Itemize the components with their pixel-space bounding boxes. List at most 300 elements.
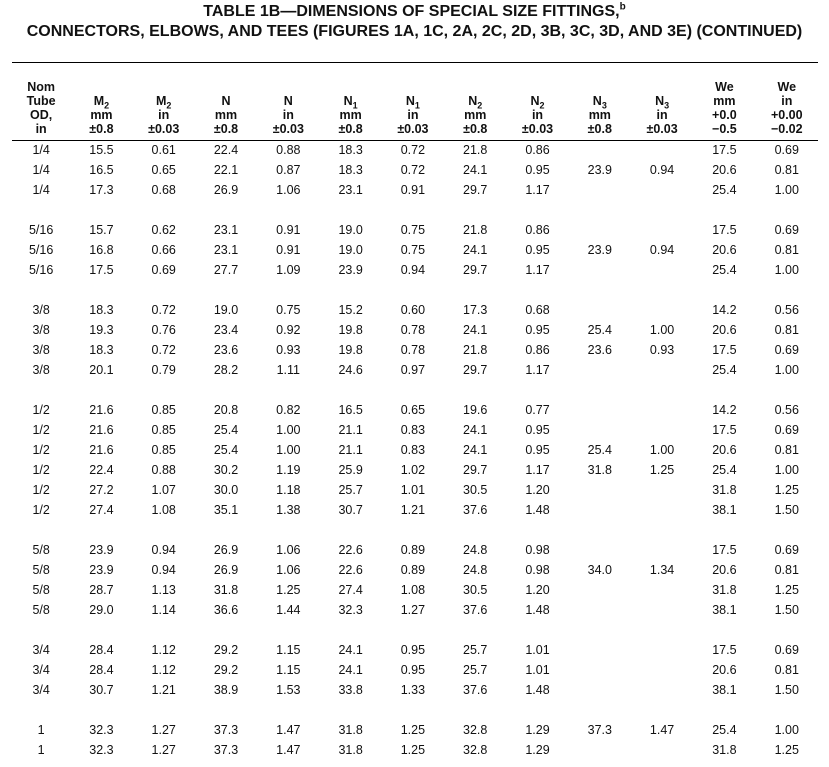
dimension-cell: 17.5 xyxy=(712,543,737,557)
nom-tube-od-cell: 5/16 xyxy=(28,223,54,237)
column-header-line: in xyxy=(158,108,170,122)
dimension-cell: 0.86 xyxy=(525,223,550,237)
table-row xyxy=(12,580,818,600)
dimension-cell: 31.8 xyxy=(213,583,239,597)
dimension-cell: 27.4 xyxy=(89,503,114,517)
nom-tube-od-cell: 5/8 xyxy=(32,583,50,597)
dimension-cell: 25.4 xyxy=(587,323,612,337)
column-header-2 xyxy=(133,66,195,140)
dimension-cell: 0.95 xyxy=(525,423,550,437)
dimension-cell: 24.1 xyxy=(338,663,363,677)
column-header-symbol: We xyxy=(777,80,797,94)
dimension-cell: 38.1 xyxy=(712,603,737,617)
dimension-cell: 37.6 xyxy=(463,603,488,617)
dimension-cell: 24.1 xyxy=(338,643,363,657)
column-header-line: in xyxy=(781,94,793,108)
dimension-cell: 24.8 xyxy=(463,563,488,577)
dimension-cell: 30.0 xyxy=(213,483,239,497)
dimension-cell: 30.2 xyxy=(213,463,239,477)
title-line-2: CONNECTORS, ELBOWS, AND TEES (FIGURES 1A, 1C, 2A, 2C, 2D, 3B, 3C, 3D, AND 3E) (CONTINUED) xyxy=(26,23,803,40)
column-header-line: +0.0 xyxy=(712,108,737,122)
table-row xyxy=(12,360,818,380)
dimension-cell: 0.95 xyxy=(525,443,550,457)
dimension-cell: 0.72 xyxy=(151,303,176,317)
dimension-cell: 22.4 xyxy=(89,463,114,477)
dimension-cell: 1.53 xyxy=(276,683,301,697)
table-row xyxy=(12,140,818,160)
dimension-cell: 0.65 xyxy=(151,163,176,177)
dimension-cell xyxy=(569,680,631,700)
dimension-cell: 31.8 xyxy=(587,463,612,477)
dimension-cell: 23.9 xyxy=(89,563,114,577)
dimension-cell: 1.20 xyxy=(525,583,550,597)
dimension-cell: 21.1 xyxy=(338,443,363,457)
table-row xyxy=(12,300,818,320)
nom-tube-od-cell: 1/2 xyxy=(32,423,50,437)
dimension-cell: 38.1 xyxy=(712,683,737,697)
dimension-cell: 19.0 xyxy=(338,223,363,237)
column-header-line: ±0.8 xyxy=(463,122,488,136)
dimension-cell: 1.47 xyxy=(276,723,301,737)
dimension-cell xyxy=(631,140,693,160)
dimension-cell: 1.50 xyxy=(774,603,799,617)
group-spacer xyxy=(12,280,818,300)
column-header-symbol: $N_2$ xyxy=(530,94,545,111)
dimension-cell: 23.9 xyxy=(89,543,114,557)
column-header-line: mm xyxy=(713,94,736,108)
dimension-cell: 17.5 xyxy=(89,263,114,277)
table-row xyxy=(12,660,818,680)
dimension-cell: 22.4 xyxy=(213,143,239,157)
column-header-symbol: N xyxy=(283,94,293,108)
dimension-cell: 37.6 xyxy=(463,503,488,517)
dimension-cell: 1.00 xyxy=(276,443,301,457)
dimension-cell: 0.98 xyxy=(525,543,550,557)
dimension-cell: 1.27 xyxy=(400,603,426,617)
nom-tube-od-cell: 3/8 xyxy=(32,343,50,357)
dimension-cell: 1.48 xyxy=(525,683,550,697)
dimension-cell: 1.47 xyxy=(276,743,301,757)
dimension-cell xyxy=(569,220,631,240)
column-header-line: mm xyxy=(339,108,362,122)
table-row xyxy=(12,560,818,580)
dimension-cell: 0.92 xyxy=(276,323,301,337)
dimension-cell xyxy=(631,580,693,600)
dimension-cell: 37.3 xyxy=(213,743,239,757)
dimension-cell: 0.81 xyxy=(774,443,799,457)
dimension-cell: 1.21 xyxy=(151,683,176,697)
dimension-cell: 0.68 xyxy=(525,303,550,317)
dimension-cell: 1.15 xyxy=(276,663,301,677)
dimension-cell: 0.72 xyxy=(400,143,426,157)
dimension-cell: 1.48 xyxy=(525,603,550,617)
dimension-cell: 38.9 xyxy=(213,683,239,697)
dimension-cell: 1.09 xyxy=(276,263,301,277)
dimension-cell: 15.5 xyxy=(89,143,114,157)
dimension-cell: 31.8 xyxy=(712,743,737,757)
nom-tube-od-cell: 1/4 xyxy=(32,163,50,177)
nom-tube-od-cell: 3/8 xyxy=(32,303,50,317)
column-header-line: ±0.8 xyxy=(587,122,612,136)
dimension-cell: 1.00 xyxy=(774,463,799,477)
dimension-cell xyxy=(569,360,631,380)
dimension-cell: 1.06 xyxy=(276,563,301,577)
dimension-cell: 1.21 xyxy=(400,503,426,517)
table-body xyxy=(12,140,818,760)
column-header-line: mm xyxy=(588,108,611,122)
nom-tube-od-cell: 5/8 xyxy=(32,603,50,617)
dimension-cell: 0.81 xyxy=(774,663,799,677)
dimension-cell: 0.91 xyxy=(400,183,426,197)
dimension-cell xyxy=(569,580,631,600)
dimension-cell xyxy=(569,640,631,660)
nom-tube-od-cell: 1 xyxy=(37,743,45,757)
dimension-cell: 24.6 xyxy=(338,363,363,377)
dimension-cell: 0.85 xyxy=(151,443,176,457)
table-row xyxy=(12,600,818,620)
table-row xyxy=(12,680,818,700)
dimension-cell: 1.38 xyxy=(276,503,301,517)
dimension-cell: 1.29 xyxy=(525,743,550,757)
column-header-4 xyxy=(257,66,319,140)
nom-tube-od-cell: 1/4 xyxy=(32,183,50,197)
group-spacer xyxy=(12,520,818,540)
dimension-cell xyxy=(569,660,631,680)
dimension-cell: 1.44 xyxy=(276,603,301,617)
column-header-line: ±0.8 xyxy=(213,122,239,136)
dimension-cell xyxy=(631,480,693,500)
dimension-cell: 36.6 xyxy=(213,603,239,617)
dimension-cell: 1.12 xyxy=(151,663,176,677)
dimension-cell xyxy=(569,540,631,560)
dimension-cell: 29.2 xyxy=(213,643,239,657)
dimension-cell: 29.2 xyxy=(213,663,239,677)
dimension-cell: 25.9 xyxy=(338,463,363,477)
dimension-cell: 0.75 xyxy=(276,303,301,317)
dimension-cell xyxy=(569,180,631,200)
dimension-cell: 1.00 xyxy=(649,323,675,337)
dimension-cell: 0.91 xyxy=(276,223,301,237)
dimension-cell: 32.3 xyxy=(338,603,363,617)
dimension-cell: 24.1 xyxy=(463,243,488,257)
column-header-line: mm xyxy=(464,108,487,122)
dimension-cell: 1.17 xyxy=(525,463,550,477)
table-row xyxy=(12,160,818,180)
dimension-cell: 1.48 xyxy=(525,503,550,517)
dimension-cell: 17.5 xyxy=(712,223,737,237)
dimension-cell: 29.7 xyxy=(463,183,488,197)
dimension-cell: 1.00 xyxy=(774,363,799,377)
dimension-cell xyxy=(631,180,693,200)
dimension-cell: 1.06 xyxy=(276,543,301,557)
dimension-cell: 29.0 xyxy=(89,603,114,617)
dimension-cell: 20.6 xyxy=(712,323,737,337)
dimension-cell: 0.95 xyxy=(400,663,426,677)
dimension-cell: 0.89 xyxy=(400,563,426,577)
dimension-cell: 21.6 xyxy=(89,443,114,457)
dimension-cell xyxy=(569,300,631,320)
dimension-cell: 1.25 xyxy=(276,583,301,597)
dimension-cell: 1.00 xyxy=(774,723,799,737)
table-title xyxy=(0,2,829,42)
column-header-11 xyxy=(693,66,755,140)
dimension-cell: 1.17 xyxy=(525,363,550,377)
dimension-cell: 28.2 xyxy=(213,363,239,377)
column-header-7 xyxy=(444,66,506,140)
dimension-cell: 23.1 xyxy=(213,223,239,237)
nom-tube-od-cell: 1/4 xyxy=(32,143,50,157)
dimension-cell: 0.93 xyxy=(276,343,301,357)
dimension-cell xyxy=(631,660,693,680)
dimension-cell: 1.02 xyxy=(400,463,426,477)
dimension-cell: 17.5 xyxy=(712,343,737,357)
dimension-cell: 38.1 xyxy=(712,503,737,517)
dimension-cell: 21.8 xyxy=(463,143,488,157)
dimension-cell: 19.8 xyxy=(338,323,363,337)
dimension-cell: 30.5 xyxy=(463,483,488,497)
group-spacer xyxy=(12,700,818,720)
table-row xyxy=(12,320,818,340)
dimension-cell: 0.82 xyxy=(276,403,301,417)
dimension-cell: 1.14 xyxy=(151,603,176,617)
dimension-cell: 0.88 xyxy=(151,463,176,477)
column-header-line: Nom xyxy=(27,80,56,94)
column-header-symbol: $N_1$ xyxy=(343,94,358,111)
dimension-cell xyxy=(569,600,631,620)
column-header-line: −0.5 xyxy=(712,122,737,136)
dimension-cell: 1.50 xyxy=(774,683,799,697)
dimension-cell: 1.01 xyxy=(525,663,550,677)
dimension-cell: 25.4 xyxy=(712,183,737,197)
column-header-1 xyxy=(70,66,132,140)
dimension-cell: 37.3 xyxy=(213,723,239,737)
dimension-cell: 31.8 xyxy=(712,583,737,597)
dimension-cell: 1.00 xyxy=(649,443,675,457)
dimension-cell: 1.07 xyxy=(151,483,176,497)
dimension-cell: 0.61 xyxy=(151,143,176,157)
dimension-cell: 16.5 xyxy=(89,163,114,177)
dimension-cell: 18.3 xyxy=(89,343,114,357)
dimension-cell: 25.4 xyxy=(712,463,737,477)
title-line-1: TABLE 1B—DIMENSIONS OF SPECIAL SIZE FITTINGS, xyxy=(203,3,620,20)
dimension-cell: 23.1 xyxy=(213,243,239,257)
dimension-cell: 25.7 xyxy=(338,483,363,497)
dimension-cell: 23.9 xyxy=(587,243,612,257)
column-header-line: ±0.03 xyxy=(646,122,678,136)
dimension-cell: 18.3 xyxy=(89,303,114,317)
column-header-line: ±0.03 xyxy=(397,122,429,136)
column-header-10 xyxy=(631,66,693,140)
column-header-line: in xyxy=(531,108,544,122)
dimension-cell: 0.76 xyxy=(151,323,176,337)
dimension-cell xyxy=(569,420,631,440)
nom-tube-od-cell: 5/16 xyxy=(28,243,54,257)
column-header-symbol: We xyxy=(715,80,734,94)
dimension-cell: 1.20 xyxy=(525,483,550,497)
dimension-cell: 0.56 xyxy=(774,303,799,317)
column-header-symbol: $N_3$ xyxy=(655,94,670,111)
dimension-cell: 0.69 xyxy=(774,423,799,437)
dimension-cell: 0.86 xyxy=(525,343,550,357)
dimension-cell: 17.5 xyxy=(712,423,737,437)
dimension-cell: 25.4 xyxy=(712,363,737,377)
nom-tube-od-cell: 5/16 xyxy=(28,263,54,277)
dimension-cell: 1.08 xyxy=(400,583,426,597)
dimension-cell: 22.6 xyxy=(338,543,363,557)
dimensions-table xyxy=(12,66,818,760)
dimension-cell: 20.6 xyxy=(712,563,737,577)
column-header-symbol: N xyxy=(221,94,231,108)
dimension-cell: 20.6 xyxy=(712,163,737,177)
table-row xyxy=(12,240,818,260)
dimension-cell: 16.5 xyxy=(338,403,363,417)
dimension-cell: 0.60 xyxy=(400,303,426,317)
dimension-cell: 25.4 xyxy=(712,723,737,737)
dimension-cell: 1.06 xyxy=(276,183,301,197)
nom-tube-od-cell: 5/8 xyxy=(32,543,50,557)
dimension-cell: 0.69 xyxy=(151,263,176,277)
column-header-8 xyxy=(506,66,568,140)
dimension-cell: 32.3 xyxy=(89,723,114,737)
dimension-cell: 16.8 xyxy=(89,243,114,257)
dimension-cell: 25.4 xyxy=(213,443,239,457)
dimension-cell: 0.87 xyxy=(276,163,301,177)
table-row xyxy=(12,640,818,660)
group-spacer xyxy=(12,380,818,400)
column-header-line: ±0.03 xyxy=(148,122,180,136)
column-header-line: OD, xyxy=(30,108,53,122)
column-header-line: ±0.8 xyxy=(338,122,363,136)
dimension-cell: 25.7 xyxy=(463,663,488,677)
dimension-cell: 0.72 xyxy=(151,343,176,357)
dimension-cell: 17.5 xyxy=(712,643,737,657)
dimension-cell: 1.00 xyxy=(276,423,301,437)
dimension-cell: 0.56 xyxy=(774,403,799,417)
dimension-cell: 20.6 xyxy=(712,443,737,457)
table-row xyxy=(12,420,818,440)
dimension-cell xyxy=(631,420,693,440)
dimension-cell: 1.25 xyxy=(649,463,675,477)
column-header-line: mm xyxy=(214,108,238,122)
dimension-cell: 0.69 xyxy=(774,223,799,237)
nom-tube-od-cell: 5/8 xyxy=(32,563,50,577)
dimension-cell xyxy=(631,500,693,520)
dimension-cell: 30.7 xyxy=(338,503,363,517)
column-header-line: ±0.03 xyxy=(272,122,304,136)
nom-tube-od-cell: 3/4 xyxy=(32,643,50,657)
dimension-cell: 30.7 xyxy=(89,683,114,697)
dimension-cell: 0.85 xyxy=(151,403,176,417)
table-row xyxy=(12,740,818,760)
dimension-cell: 1.15 xyxy=(276,643,301,657)
dimension-cell: 24.1 xyxy=(463,163,488,177)
dimension-cell xyxy=(631,680,693,700)
table-row xyxy=(12,440,818,460)
dimension-cell: 0.69 xyxy=(774,643,799,657)
dimension-cell: 28.4 xyxy=(89,663,114,677)
dimension-cell: 0.79 xyxy=(151,363,176,377)
dimension-cell: 15.7 xyxy=(89,223,114,237)
dimension-cell: 1.33 xyxy=(400,683,426,697)
dimension-cell xyxy=(631,220,693,240)
column-header-line: ±0.8 xyxy=(89,122,114,136)
table-row xyxy=(12,260,818,280)
dimension-cell xyxy=(631,400,693,420)
dimension-cell: 19.3 xyxy=(89,323,114,337)
dimension-cell: 0.95 xyxy=(400,643,426,657)
table-row xyxy=(12,220,818,240)
nom-tube-od-cell: 3/4 xyxy=(32,683,50,697)
dimension-cell: 30.5 xyxy=(463,583,488,597)
nom-tube-od-cell: 3/4 xyxy=(32,663,50,677)
dimension-cell: 1.50 xyxy=(774,503,799,517)
dimension-cell xyxy=(631,360,693,380)
dimension-cell: 1.25 xyxy=(774,483,799,497)
dimension-cell: 1.11 xyxy=(276,363,301,377)
column-header-6 xyxy=(382,66,444,140)
column-header-line: in xyxy=(282,108,294,122)
dimension-cell: 22.6 xyxy=(338,563,363,577)
dimension-cell: 32.8 xyxy=(463,743,488,757)
dimension-cell: 20.6 xyxy=(712,663,737,677)
dimension-cell: 23.6 xyxy=(587,343,612,357)
dimension-cell: 1.25 xyxy=(774,743,799,757)
nom-tube-od-cell: 1/2 xyxy=(32,403,50,417)
nom-tube-od-cell: 3/8 xyxy=(32,323,50,337)
dimension-cell: 0.94 xyxy=(649,243,675,257)
dimension-cell: 1.01 xyxy=(525,643,550,657)
dimension-cell: 28.4 xyxy=(89,643,114,657)
column-header-line: mm xyxy=(90,108,113,122)
dimension-cell xyxy=(569,140,631,160)
column-header-symbol: $M_2$ xyxy=(93,94,110,111)
dimension-cell: 15.2 xyxy=(338,303,363,317)
dimension-cell: 25.4 xyxy=(712,263,737,277)
dimension-cell: 28.7 xyxy=(89,583,114,597)
dimension-cell: 1.00 xyxy=(774,263,799,277)
dimension-cell: 0.81 xyxy=(774,563,799,577)
dimension-cell: 1.34 xyxy=(649,563,675,577)
dimension-cell: 29.7 xyxy=(463,263,488,277)
dimension-cell: 0.85 xyxy=(151,423,176,437)
dimension-cell: 0.68 xyxy=(151,183,176,197)
dimension-cell: 27.4 xyxy=(338,583,363,597)
dimension-cell: 1.25 xyxy=(774,583,799,597)
dimension-cell: 0.94 xyxy=(400,263,426,277)
dimension-cell: 37.3 xyxy=(587,723,612,737)
dimension-cell: 0.78 xyxy=(400,343,426,357)
table-row xyxy=(12,180,818,200)
dimension-cell: 20.8 xyxy=(213,403,239,417)
nom-tube-od-cell: 1/2 xyxy=(32,503,50,517)
table-row xyxy=(12,400,818,420)
dimension-cell: 31.8 xyxy=(338,743,363,757)
column-header-line: in xyxy=(656,108,668,122)
dimension-cell: 0.98 xyxy=(525,563,550,577)
dimension-cell: 29.7 xyxy=(463,363,488,377)
dimension-cell: 32.3 xyxy=(89,743,114,757)
dimension-cell xyxy=(631,260,693,280)
dimension-cell: 1.25 xyxy=(400,723,426,737)
column-header-line: +0.00 xyxy=(770,108,803,122)
dimension-cell: 32.8 xyxy=(463,723,488,737)
dimension-cell: 25.4 xyxy=(213,423,239,437)
table-header xyxy=(12,66,818,140)
dimension-cell: 1.27 xyxy=(151,743,176,757)
dimension-cell: 18.3 xyxy=(338,163,363,177)
dimension-cell: 1.19 xyxy=(276,463,301,477)
dimension-cell: 0.75 xyxy=(400,243,426,257)
